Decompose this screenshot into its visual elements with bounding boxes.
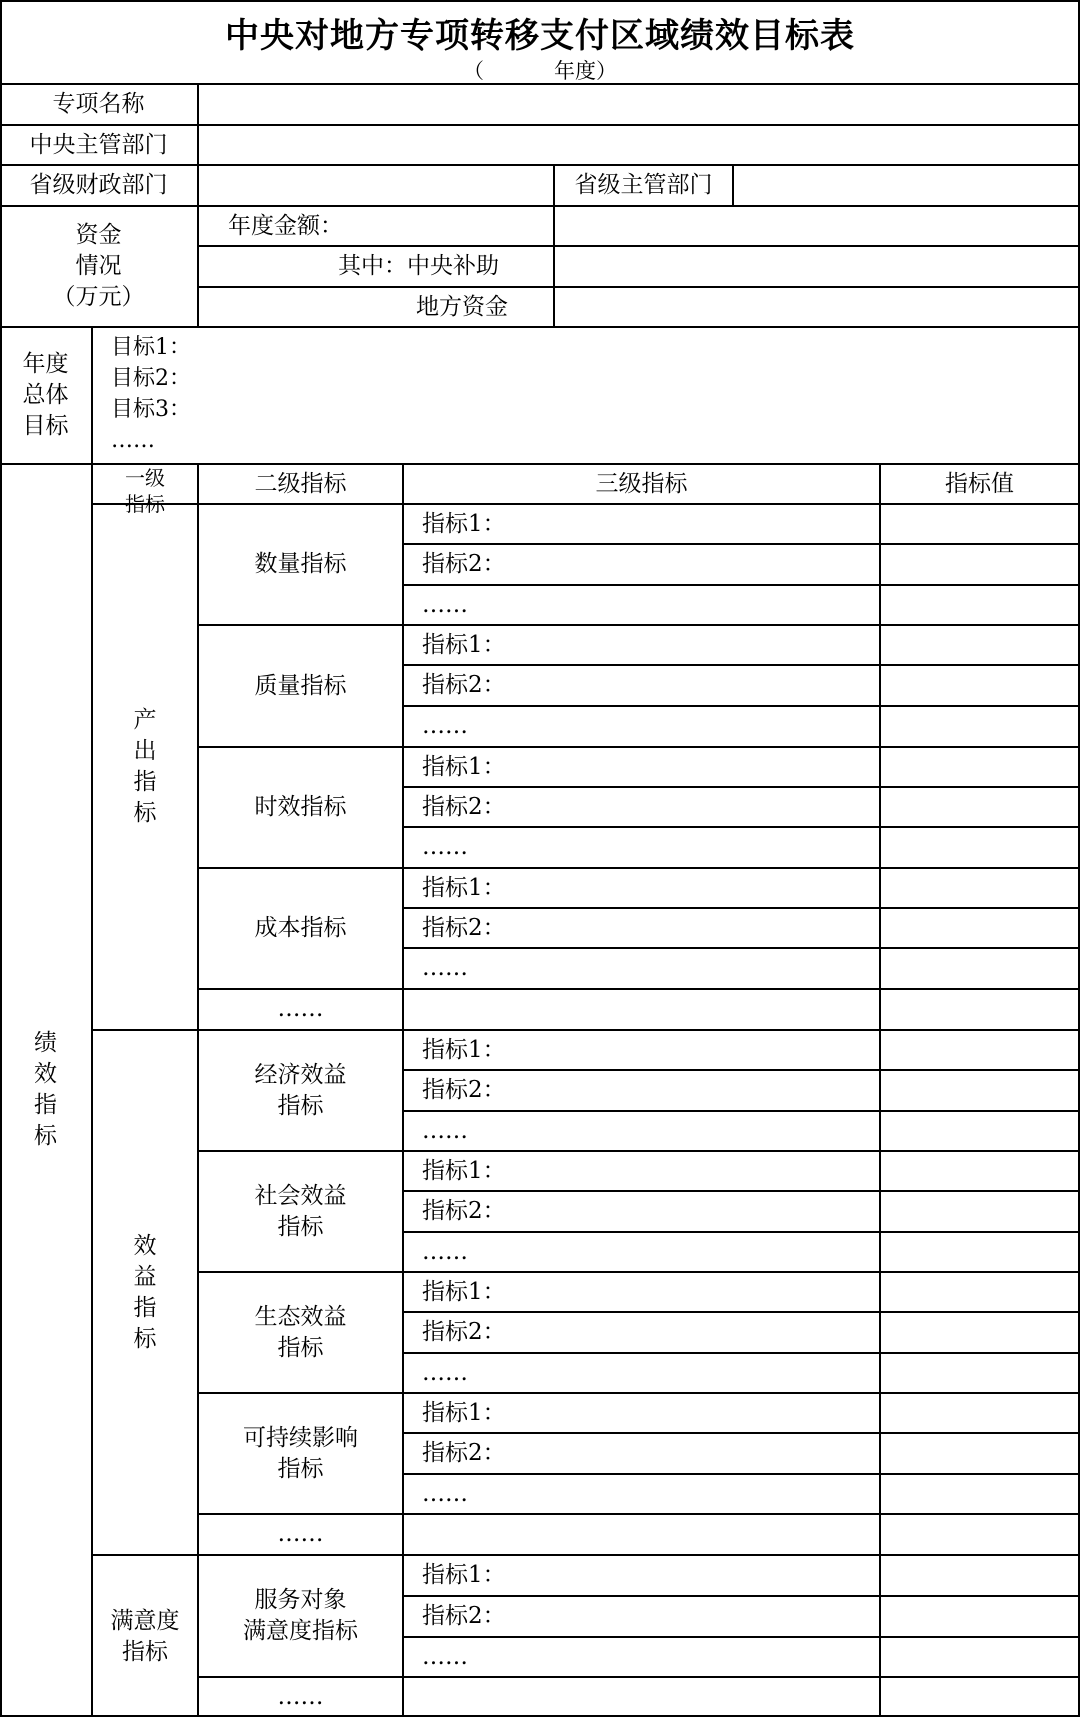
output-indicator-label xyxy=(93,505,197,1029)
funds-label-line2: 情况 xyxy=(75,253,122,279)
indicator-item[interactable]: 指标1： xyxy=(422,1399,506,1426)
indicator-item[interactable]: 指标2： xyxy=(422,672,506,698)
indicator-item[interactable]: …… xyxy=(422,1117,468,1144)
funds-label xyxy=(0,207,197,326)
indicator-item[interactable]: 指标2： xyxy=(422,1603,506,1629)
indicator-item[interactable]: 指标2： xyxy=(422,1198,506,1224)
benefit-char: 益 xyxy=(133,1263,157,1290)
indicator-item[interactable]: 指标1： xyxy=(422,1562,506,1588)
subtitle-open: （ xyxy=(463,59,484,83)
indicator-item[interactable]: 指标2： xyxy=(422,1319,506,1345)
indicator-item[interactable]: …… xyxy=(422,1359,468,1386)
output-char: 标 xyxy=(133,800,157,826)
header-level2: 二级指标 xyxy=(254,470,347,497)
perf-label-char: 指 xyxy=(34,1092,57,1118)
indicator-item[interactable]: 指标1： xyxy=(422,874,506,901)
quantity-indicator: 数量指标 xyxy=(254,551,347,577)
page-title: 中央对地方专项转移支付区域绩效目标表 xyxy=(225,16,855,56)
indicator-item[interactable]: 指标1： xyxy=(422,1278,506,1305)
indicator-item[interactable]: 指标2： xyxy=(422,1440,506,1466)
goal-2: 目标2： xyxy=(111,366,191,391)
indicator-item[interactable]: 指标1： xyxy=(422,1157,506,1184)
sustainability-line1: 可持续影响 xyxy=(243,1424,358,1451)
central-subsidy-field[interactable] xyxy=(556,247,1078,286)
goal-3: 目标3： xyxy=(111,397,191,422)
divider xyxy=(197,83,199,326)
service-line1: 服务对象 xyxy=(254,1587,347,1613)
output-more: …… xyxy=(277,996,324,1022)
service-line2: 满意度指标 xyxy=(243,1618,358,1644)
year-subtitle xyxy=(0,55,1080,85)
indicator-item[interactable]: …… xyxy=(422,834,468,860)
indicator-item[interactable]: …… xyxy=(422,1643,468,1670)
divider xyxy=(879,463,881,1717)
annual-goal-list[interactable] xyxy=(111,332,1071,460)
indicator-item[interactable]: …… xyxy=(422,713,468,739)
output-char: 指 xyxy=(133,769,157,795)
satisfaction-indicator-label xyxy=(93,1556,197,1717)
perf-label xyxy=(0,465,91,1715)
indicator-item[interactable]: 指标1： xyxy=(422,753,506,780)
indicator-item[interactable]: 指标1： xyxy=(422,1036,506,1063)
provincial-finance-label: 省级财政部门 xyxy=(29,172,168,198)
header-level1 xyxy=(93,465,197,516)
divider xyxy=(402,463,404,1717)
provincial-finance-field[interactable] xyxy=(200,166,553,205)
benefit-more: …… xyxy=(277,1521,324,1547)
economic-line2: 指标 xyxy=(277,1092,324,1119)
benefit-char: 效 xyxy=(133,1232,157,1259)
subtitle-close: 年度） xyxy=(554,59,617,83)
cost-indicator: 成本指标 xyxy=(254,915,347,941)
timeliness-indicator: 时效指标 xyxy=(254,794,347,820)
indicator-item[interactable]: …… xyxy=(422,955,468,981)
indicator-item[interactable]: …… xyxy=(422,1238,468,1265)
central-dept-field[interactable] xyxy=(200,126,1078,164)
perf-label-char: 绩 xyxy=(34,1030,57,1056)
indicator-item[interactable]: …… xyxy=(422,1480,468,1507)
header-value: 指标值 xyxy=(945,470,1014,497)
indicator-item[interactable]: 指标2： xyxy=(422,793,506,820)
goal-1: 目标1： xyxy=(111,335,191,360)
central-subsidy-label: 其中：中央补助 xyxy=(338,253,499,279)
indicator-item[interactable]: …… xyxy=(422,591,468,618)
satisfaction-line1: 满意度 xyxy=(110,1607,180,1634)
output-char: 产 xyxy=(133,707,157,733)
indicator-item[interactable]: 指标2： xyxy=(422,551,506,577)
divider xyxy=(0,326,1080,328)
funds-label-line1: 资金 xyxy=(75,222,122,248)
economic-indicator xyxy=(199,1031,402,1150)
benefit-char: 标 xyxy=(133,1325,157,1352)
social-line1: 社会效益 xyxy=(254,1182,347,1209)
sustainability-indicator xyxy=(199,1394,402,1513)
indicator-item[interactable]: 指标1： xyxy=(422,631,506,658)
central-dept-label: 中央主管部门 xyxy=(29,131,168,158)
project-name-field[interactable] xyxy=(200,85,1078,124)
provincial-dept-label: 省级主管部门 xyxy=(574,172,713,198)
annual-amount-field[interactable] xyxy=(556,207,1078,245)
benefit-indicator-label xyxy=(93,1031,197,1554)
header-level1-line1: 一级 xyxy=(125,466,165,490)
local-funds-label: 地方资金 xyxy=(416,293,508,320)
service-satisfaction-indicator xyxy=(199,1556,402,1676)
annual-goal-label xyxy=(0,328,91,463)
header-level1-line2: 指标 xyxy=(125,492,165,516)
social-line2: 指标 xyxy=(277,1213,324,1240)
sustainability-line2: 指标 xyxy=(277,1455,324,1482)
ecological-indicator xyxy=(199,1273,402,1392)
funds-label-line3: （万元） xyxy=(52,284,145,310)
annual-amount-label: 年度金额： xyxy=(228,212,343,239)
annual-goal-label-line1: 年度 xyxy=(22,351,69,377)
ecological-line2: 指标 xyxy=(277,1334,324,1361)
annual-goal-label-line3: 目标 xyxy=(22,413,69,439)
local-funds-field[interactable] xyxy=(556,288,1078,326)
header-level3: 三级指标 xyxy=(595,470,688,497)
indicator-item[interactable]: 指标2： xyxy=(422,1077,506,1103)
goal-ellipsis: …… xyxy=(111,428,155,453)
quality-indicator: 质量指标 xyxy=(254,672,347,699)
economic-line1: 经济效益 xyxy=(254,1061,347,1088)
indicator-item[interactable]: 指标2： xyxy=(422,914,506,941)
provincial-dept-field[interactable] xyxy=(734,166,1078,205)
annual-goal-label-line2: 总体 xyxy=(22,382,69,408)
perf-label-char: 标 xyxy=(34,1123,57,1149)
perf-label-char: 效 xyxy=(34,1061,57,1087)
ecological-line1: 生态效益 xyxy=(254,1303,347,1330)
benefit-char: 指 xyxy=(133,1294,157,1321)
satisfaction-more: …… xyxy=(277,1684,324,1710)
satisfaction-line2: 指标 xyxy=(122,1638,168,1665)
output-char: 出 xyxy=(133,738,157,764)
indicator-item[interactable]: 指标1： xyxy=(422,510,506,537)
social-indicator xyxy=(199,1152,402,1271)
project-name-label: 专项名称 xyxy=(52,91,145,117)
